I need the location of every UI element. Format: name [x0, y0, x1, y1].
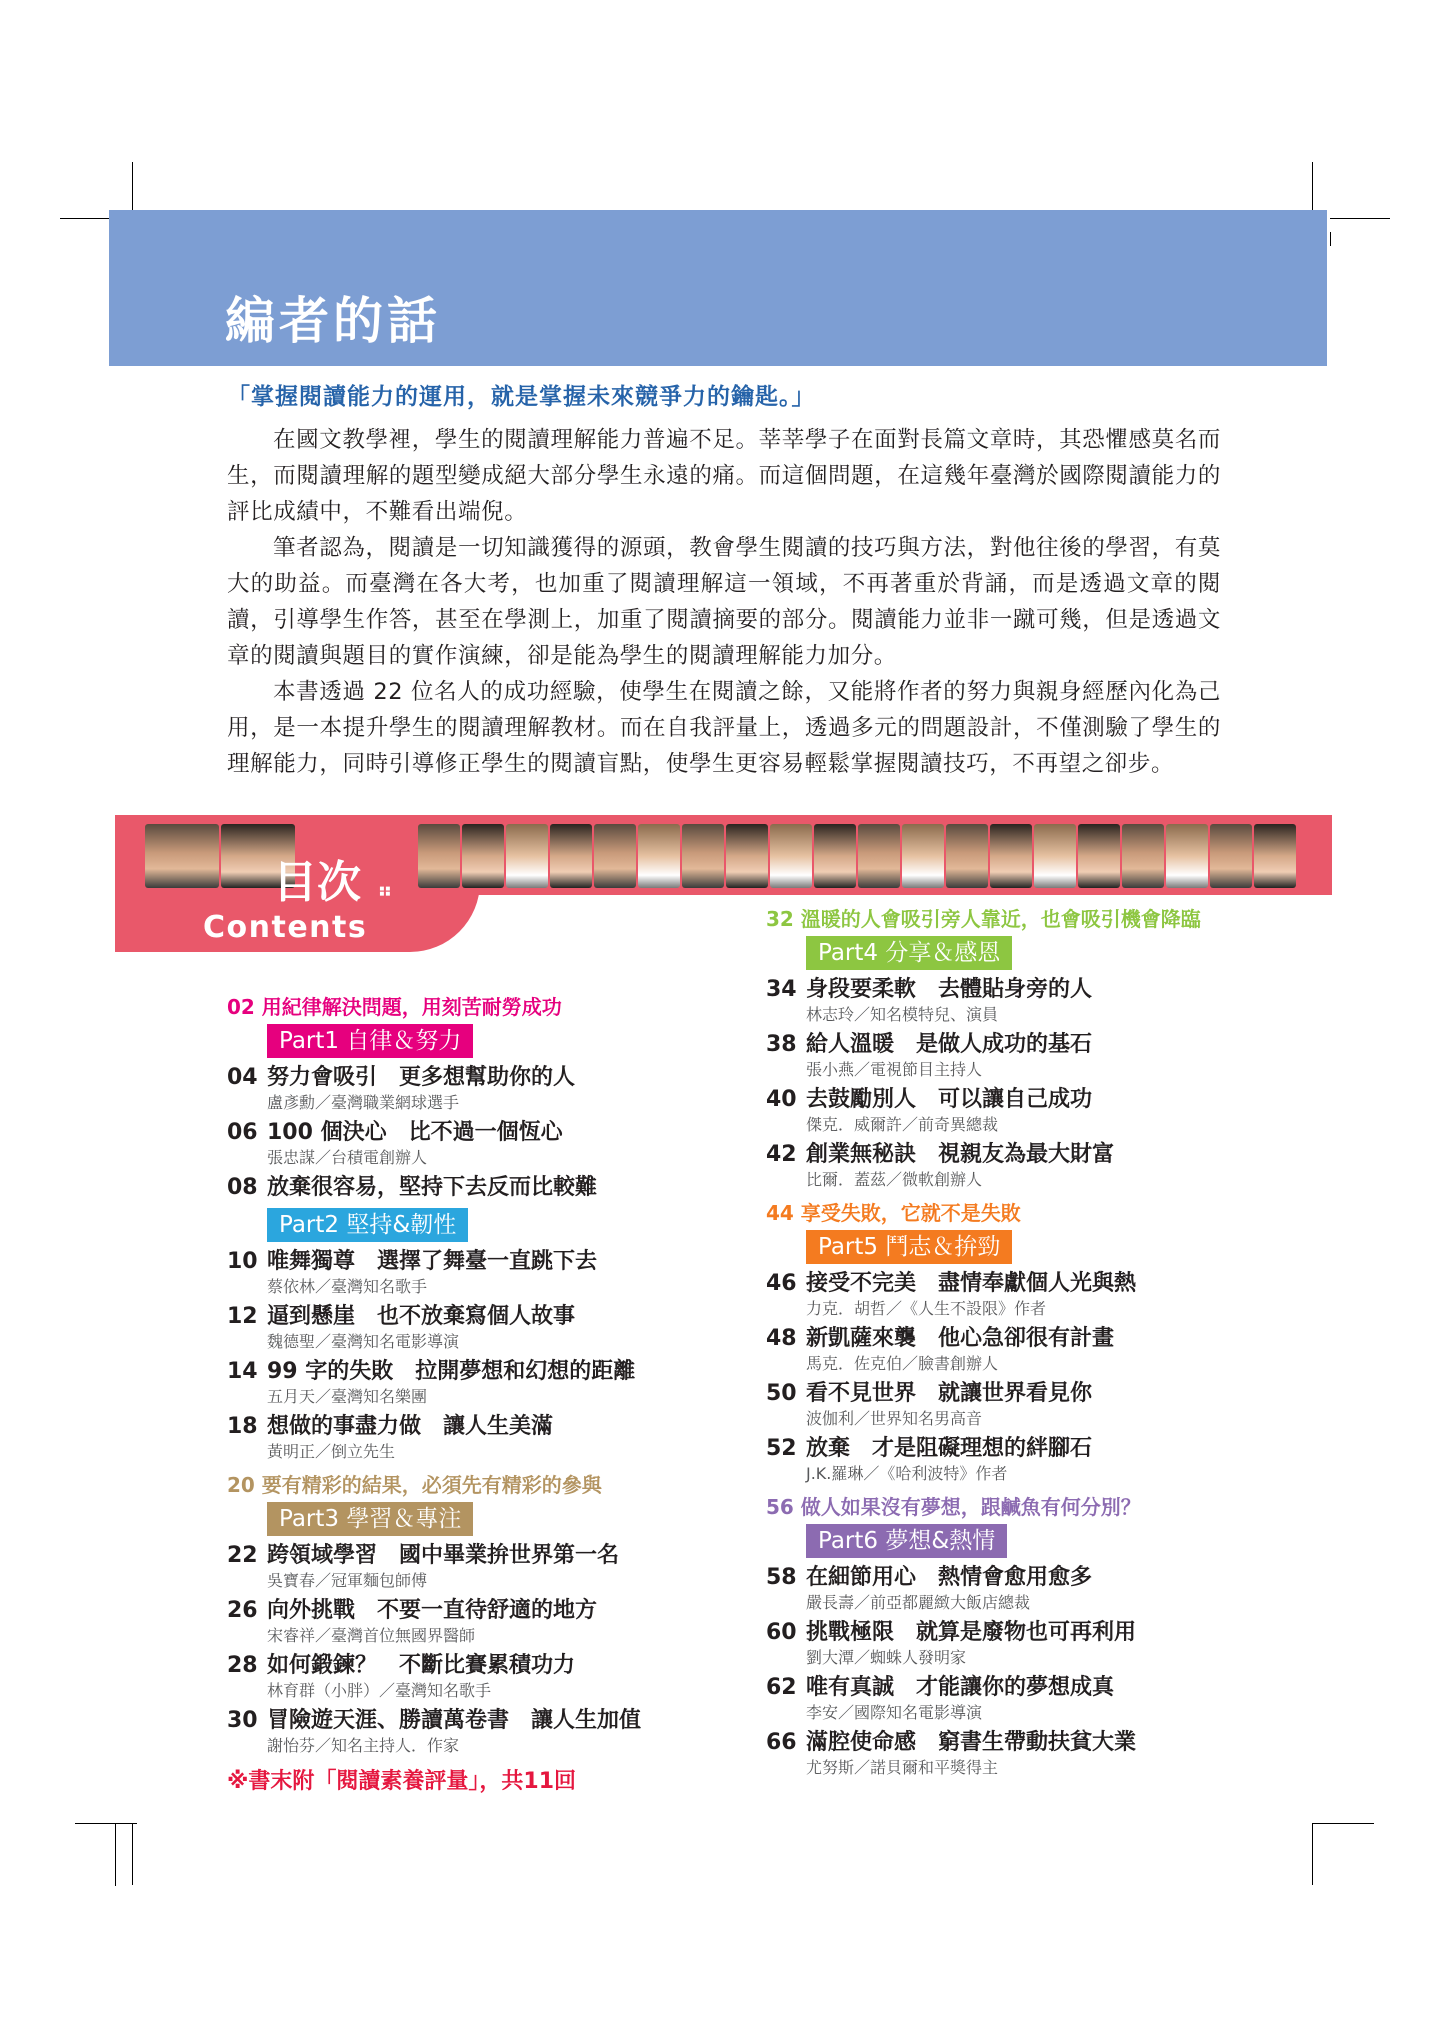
toc-page-number: 50 — [766, 1381, 797, 1406]
crop-mark — [75, 1823, 137, 1824]
toc-entry-title-row — [227, 1358, 697, 1386]
toc-entry-title: 挑戰極限 就算是廢物也可再利用 — [806, 1620, 1137, 1645]
portrait-photo — [814, 824, 856, 888]
toc-page-number: 10 — [227, 1249, 258, 1274]
toc-entry-title-row — [766, 976, 1236, 1004]
portrait-photo — [946, 824, 988, 888]
toc-entry[interactable] — [766, 1325, 1236, 1374]
toc-entry-title-row — [227, 1119, 697, 1147]
toc-right-column — [766, 902, 1236, 1784]
crop-mark — [115, 1824, 116, 1886]
portrait-photo — [770, 824, 812, 888]
portrait-photo — [682, 824, 724, 888]
toc-entry-title-row — [766, 1380, 1236, 1408]
portrait-photo — [1210, 824, 1252, 888]
toc-entry-title: 逼到懸崖 也不放棄寫個人故事 — [267, 1304, 576, 1329]
toc-entry-title-row — [766, 1729, 1236, 1757]
portrait-strip-right — [418, 824, 1298, 888]
toc-page-number: 14 — [227, 1359, 258, 1384]
toc-page-number: 40 — [766, 1087, 797, 1112]
toc-entry-title: 滿腔使命感 窮書生帶動扶貧大業 — [806, 1730, 1137, 1755]
toc-page-number: 12 — [227, 1304, 258, 1329]
toc-entry-title: 想做的事盡力做 讓人生美滿 — [267, 1414, 554, 1439]
toc-entry-author: 宋睿祥／臺灣首位無國界醫師 — [267, 1626, 476, 1645]
toc-entry-title-row — [227, 1303, 697, 1331]
toc-entry-author: 蔡依林／臺灣知名歌手 — [267, 1277, 428, 1296]
toc-entry-title: 去鼓勵別人 可以讓自己成功 — [806, 1087, 1093, 1112]
toc-page-number: 58 — [766, 1565, 797, 1590]
toc-page-number: 46 — [766, 1271, 797, 1296]
toc-section-heading[interactable]: 20 要有精彩的結果，必須先有精彩的參與 — [227, 1473, 602, 1497]
toc-entry-title: 努力會吸引 更多想幫助你的人 — [267, 1065, 576, 1090]
portrait-photo — [902, 824, 944, 888]
toc-entry-title: 放棄 才是阻礙理想的絆腳石 — [806, 1436, 1093, 1461]
toc-entry[interactable] — [227, 1248, 697, 1297]
intro-paragraph-1: 在國文教學裡，學生的閱讀理解能力普遍不足。莘莘學子在面對長篇文章時，其恐懼感莫名而生，而閱讀理解的題型變成絕大部分學生永遠的痛。而這個問題，在這幾年臺灣於國際閱讀能力的評比成績中，不難看出端倪。 — [227, 427, 1221, 525]
portrait-photo — [594, 824, 636, 888]
toc-entry[interactable] — [766, 1435, 1236, 1484]
toc-entry-author: 劉大潭／蜘蛛人發明家 — [806, 1648, 967, 1667]
toc-entry[interactable] — [766, 1564, 1236, 1613]
toc-entry-title: 接受不完美 盡情奉獻個人光與熱 — [806, 1271, 1137, 1296]
toc-entry-author: 嚴長壽／前亞都麗緻大飯店總裁 — [806, 1593, 1031, 1612]
toc-page-number: 52 — [766, 1436, 797, 1461]
toc-entry-title-row — [766, 1564, 1236, 1592]
toc-entry-title-row — [227, 1248, 697, 1276]
intro-quote: 「掌握閱讀能力的運用，就是掌握未來競爭力的鑰匙。」 — [227, 384, 816, 410]
toc-entry[interactable] — [766, 1729, 1236, 1778]
toc-entry[interactable] — [766, 1086, 1236, 1135]
crop-mark — [1330, 232, 1331, 246]
toc-entry-title-row — [766, 1031, 1236, 1059]
portrait-photo — [462, 824, 504, 888]
toc-section-heading[interactable]: 56 做人如果沒有夢想，跟鹹魚有何分別？ — [766, 1495, 1141, 1519]
toc-entry-title: 身段要柔軟 去體貼身旁的人 — [806, 977, 1093, 1002]
toc-entry-title-row — [766, 1325, 1236, 1353]
toc-entry-title-row — [766, 1619, 1236, 1647]
portrait-photo — [1122, 824, 1164, 888]
toc-entry-author: 波伽利／世界知名男高音 — [806, 1409, 983, 1428]
toc-entry[interactable] — [227, 1064, 697, 1113]
toc-page-number: 42 — [766, 1142, 797, 1167]
toc-entry-title-row — [227, 1707, 697, 1735]
portrait-photo — [990, 824, 1032, 888]
toc-entry-author: 張忠謀／台積電創辦人 — [267, 1148, 428, 1167]
toc-part-label: Part3 學習＆專注 — [267, 1502, 473, 1536]
toc-entry-title: 看不見世界 就讓世界看見你 — [806, 1381, 1093, 1406]
toc-page-number: 66 — [766, 1730, 797, 1755]
toc-page-number: 06 — [227, 1120, 258, 1145]
toc-page-number: 60 — [766, 1620, 797, 1645]
toc-entry[interactable] — [766, 1141, 1236, 1190]
contents-title: 目次 — [273, 857, 361, 908]
portrait-photo — [550, 824, 592, 888]
toc-page-number: 34 — [766, 977, 797, 1002]
toc-entry-author: 林志玲／知名模特兒、演員 — [806, 1005, 999, 1024]
toc-entry-title: 向外挑戰 不要一直待舒適的地方 — [267, 1598, 598, 1623]
toc-section-heading[interactable]: 44 享受失敗，它就不是失敗 — [766, 1201, 1021, 1225]
toc-entry-title-row — [227, 1413, 697, 1441]
toc-entry-title-row — [227, 1597, 697, 1625]
portrait-photo — [726, 824, 768, 888]
toc-entry-title: 100 個決心 比不過一個恆心 — [267, 1120, 563, 1145]
intro-paragraph-2: 筆者認為，閱讀是一切知識獲得的源頭，教會學生閱讀的技巧與方法，對他往後的學習，有莫大的助益。而臺灣在各大考，也加重了閱讀理解這一領域，不再著重於背誦，而是透過文章的閱讀，引導學生作答，甚至在學測上，加重了閱讀摘要的部分。閱讀能力並非一蹴可幾，但是透過文章的閱讀與題目的實作演練，卻是能為學生的閱讀理解能力加分。 — [227, 535, 1221, 669]
toc-entry-title: 如何鍛鍊？ 不斷比賽累積功力 — [267, 1653, 576, 1678]
toc-entry-title-row — [766, 1141, 1236, 1169]
toc-entry[interactable] — [227, 1119, 697, 1168]
portrait-photo — [418, 824, 460, 888]
toc-entry[interactable] — [227, 1652, 697, 1701]
toc-entry-title-row — [766, 1435, 1236, 1463]
portrait-photo — [1254, 824, 1296, 888]
toc-page-number: 22 — [227, 1543, 258, 1568]
toc-entry-author: J.K.羅琳／《哈利波特》作者 — [806, 1464, 1008, 1483]
toc-page-number: 30 — [227, 1708, 258, 1733]
toc-entry[interactable] — [227, 1413, 697, 1462]
crop-mark — [1312, 1823, 1313, 1885]
dots-icon: ⠶ — [377, 878, 393, 902]
toc-part-label: Part1 自律＆努力 — [267, 1024, 473, 1058]
crop-mark — [1330, 218, 1390, 219]
toc-entry-title: 給人溫暖 是做人成功的基石 — [806, 1032, 1093, 1057]
contents-subtitle: Contents — [203, 910, 368, 945]
toc-page-number: 18 — [227, 1414, 258, 1439]
portrait-photo — [638, 824, 680, 888]
toc-entry-title-row — [227, 1542, 697, 1570]
toc-entry[interactable] — [766, 1031, 1236, 1080]
toc-entry-title: 創業無秘訣 視親友為最大財富 — [806, 1142, 1115, 1167]
toc-entry[interactable] — [227, 1303, 697, 1352]
toc-entry[interactable] — [766, 976, 1236, 1025]
toc-page-number: 08 — [227, 1175, 258, 1200]
toc-entry-author: 吳寶春／冠軍麵包師傅 — [267, 1571, 428, 1590]
toc-entry[interactable] — [766, 1619, 1236, 1668]
toc-entry-title: 唯有真誠 才能讓你的夢想成真 — [806, 1675, 1115, 1700]
toc-entry-author: 李安／國際知名電影導演 — [806, 1703, 983, 1722]
toc-entry-author: 謝怡芬／知名主持人．作家 — [267, 1736, 460, 1755]
toc-entry-title-row — [766, 1270, 1236, 1298]
toc-entry-author: 五月天／臺灣知名樂團 — [267, 1387, 428, 1406]
toc-entry-title: 唯舞獨尊 選擇了舞臺一直跳下去 — [267, 1249, 598, 1274]
intro-paragraph-3: 本書透過 22 位名人的成功經驗，使學生在閱讀之餘，又能將作者的努力與親身經歷內化為己用，是一本提升學生的閱讀理解教材。而在自我評量上，透過多元的問題設計，不僅測驗了學生的理解能力，同時引導修正學生的閱讀盲點，使學生更容易輕鬆掌握閱讀技巧，不再望之卻步。 — [227, 679, 1221, 777]
toc-entry-title-row — [227, 1064, 697, 1092]
toc-entry[interactable] — [227, 1542, 697, 1591]
toc-page-number: 38 — [766, 1032, 797, 1057]
portrait-photo — [858, 824, 900, 888]
portrait-photo — [145, 824, 219, 888]
portrait-photo — [1078, 824, 1120, 888]
toc-part-label: Part6 夢想&熱情 — [806, 1524, 1007, 1558]
page-title: 編者的話 — [225, 292, 441, 350]
toc-entry-author: 林育群（小胖）／臺灣知名歌手 — [267, 1681, 492, 1700]
crop-mark — [1312, 1823, 1374, 1824]
toc-entry-title: 跨領域學習 國中畢業拚世界第一名 — [267, 1543, 620, 1568]
toc-page-number: 26 — [227, 1598, 258, 1623]
toc-entry-author: 張小燕／電視節目主持人 — [806, 1060, 983, 1079]
toc-entry-title-row — [766, 1086, 1236, 1114]
intro-text — [227, 422, 1221, 782]
toc-entry-title: 99 字的失敗 拉開夢想和幻想的距離 — [267, 1359, 636, 1384]
toc-page-number: 28 — [227, 1653, 258, 1678]
portrait-photo — [1034, 824, 1076, 888]
toc-part-label: Part2 堅持&韌性 — [267, 1208, 468, 1242]
portrait-photo — [1166, 824, 1208, 888]
toc-entry-title-row — [227, 1174, 697, 1202]
toc-part-label: Part5 鬥志＆拚勁 — [806, 1230, 1012, 1264]
toc-entry[interactable] — [766, 1380, 1236, 1429]
toc-entry[interactable] — [227, 1358, 697, 1407]
toc-page-number: 48 — [766, 1326, 797, 1351]
toc-entry-title: 放棄很容易，堅持下去反而比較難 — [267, 1175, 598, 1200]
toc-entry-author: 力克．胡哲／《人生不設限》作者 — [806, 1299, 1047, 1318]
toc-entry[interactable] — [227, 1174, 697, 1202]
toc-entry-title-row — [227, 1652, 697, 1680]
toc-left-column — [227, 990, 697, 1795]
toc-page-number: 62 — [766, 1675, 797, 1700]
toc-entry[interactable] — [766, 1674, 1236, 1723]
toc-entry-author: 傑克．威爾許／前奇異總裁 — [806, 1115, 999, 1134]
toc-page-number: 04 — [227, 1065, 258, 1090]
toc-entry-title: 冒險遊天涯、勝讀萬卷書 讓人生加值 — [267, 1708, 642, 1733]
toc-entry[interactable] — [766, 1270, 1236, 1319]
toc-entry-author: 比爾．蓋茲／微軟創辦人 — [806, 1170, 983, 1189]
toc-entry[interactable] — [227, 1707, 697, 1756]
toc-entry-title: 在細節用心 熱情會愈用愈多 — [806, 1565, 1093, 1590]
toc-entry-author: 馬克．佐克伯／臉書創辦人 — [806, 1354, 999, 1373]
toc-entry[interactable] — [227, 1597, 697, 1646]
toc-entry-title: 新凱薩來襲 他心急卻很有計畫 — [806, 1326, 1115, 1351]
toc-entry-author: 黃明正／倒立先生 — [267, 1442, 396, 1461]
toc-entry-title-row — [766, 1674, 1236, 1702]
toc-entry-author: 魏德聖／臺灣知名電影導演 — [267, 1332, 460, 1351]
toc-entry-author: 尤努斯／諾貝爾和平獎得主 — [806, 1758, 999, 1777]
portrait-photo — [506, 824, 548, 888]
toc-part-label: Part4 分享＆感恩 — [806, 936, 1012, 970]
crop-mark — [132, 1823, 133, 1885]
toc-entry-author: 盧彥勳／臺灣職業網球選手 — [267, 1093, 460, 1112]
toc-section-heading[interactable]: 02 用紀律解決問題，用刻苦耐勞成功 — [227, 995, 562, 1019]
toc-section-heading[interactable]: 32 溫暖的人會吸引旁人靠近，也會吸引機會降臨 — [766, 907, 1201, 931]
toc-footer-note: ※書末附「閱讀素養評量」，共11回 — [227, 1769, 577, 1794]
